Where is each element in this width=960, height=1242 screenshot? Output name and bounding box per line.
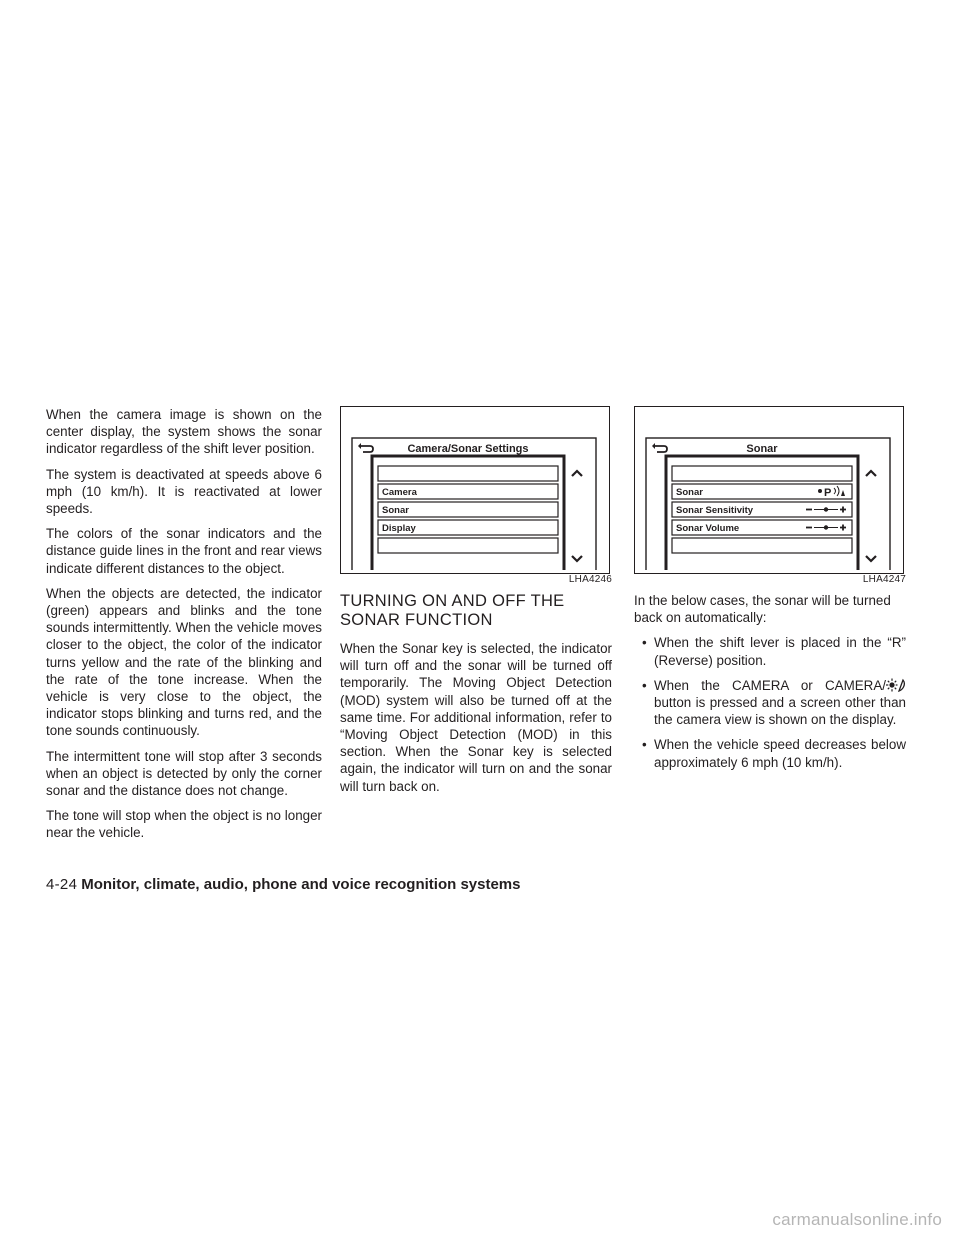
watermark: carmanualsonline.info [772,1210,942,1229]
list-item [634,736,906,770]
settings-screen [344,410,606,570]
screen-title: Camera/Sonar Settings [407,443,529,455]
sonar-screen [638,410,900,570]
list-item-text: When the CAMERA or CAMERA/ [654,677,886,693]
menu-row-empty [378,538,558,553]
list-item [634,677,906,729]
page-number: 4-24 [46,876,78,893]
list-item [634,634,906,668]
screen-graphic [344,410,606,570]
list-item-text: When the vehicle speed decreases below approximately 6 mph (10 km/h). [654,737,906,770]
section-title: Monitor, climate, audio, phone and voice recognition systems [81,876,521,893]
paragraph: In the below cases, the sonar will be turned back on automatically: [634,593,891,626]
menu-row-empty [672,466,852,481]
menu-item-sonar-volume-label: Sonar Volume [676,523,740,534]
bullet-marker: • [642,635,647,651]
bullet-list [634,634,906,770]
menu-item-sonar-sensitivity-label: Sonar Sensitivity [676,505,754,516]
paragraph: When the objects are detected, the indicator (green) appears and blinks and the tone sounds intermittently. When the vehicle moves closer to the object, the color of the indicator turns yellow and the rate of the blinking and the rate of the tone increase. When the vehicle is very close to the object, the indicator stops blinking and turns red, and the tone sounds continuously. [46,585,322,739]
bullet-marker: • [642,677,647,693]
paragraph: The tone will stop when the object is no longer near the vehicle. [46,808,322,841]
screen-title: Sonar [746,443,778,455]
menu-item-display-label: Display [382,523,416,534]
paragraph: The system is deactivated at speeds above 6 mph (10 km/h). It is reactivated at lower speeds. [46,466,322,517]
figure-label: LHA4246 [568,574,612,585]
menu-item-camera-label: Camera [382,487,417,498]
list-item-text: button is pressed and a screen other than the camera view is shown on the display. [654,695,906,728]
menu-item-sonar-label: Sonar [382,505,409,516]
menu-item-sonar-label: Sonar [676,487,703,498]
right-column [634,406,906,779]
paragraph: The intermittent tone will stop after 3 seconds when an object is detected by only the corner sonar and the distance does not change. [46,748,322,799]
menu-row-empty [378,466,558,481]
camera-brightness-icon [886,677,906,693]
page-footer [46,876,520,894]
menu-row-empty [672,538,852,553]
figure-label: LHA4247 [862,574,906,585]
left-column [46,406,322,850]
camera-sonar-settings-figure [340,406,610,574]
middle-column [340,406,612,795]
sonar-settings-figure [634,406,904,574]
list-item-text: When the shift lever is placed in the “R” (Reverse) position. [654,635,906,668]
svg-text:P: P [824,487,832,499]
paragraph: When the Sonar key is selected, the indicator will turn off and the sonar will be turned off temporarily. The Moving Object Detection (MOD) system will also be turned off at the same time. For additional information, refer to “Moving Object Detection (MOD) in this section. When the Sonar key is selected again, the indicator will turn on and the sonar will turn back on. [340,641,612,794]
section-heading: TURNING ON AND OFF THE SONAR FUNCTION [340,592,565,629]
paragraph: When the camera image is shown on the center display, the system shows the sonar indicator regardless of the shift lever position. [46,407,322,457]
screen-graphic [638,410,900,570]
paragraph: The colors of the sonar indicators and the distance guide lines in the front and rear views indicate different distances to the object. [46,526,322,576]
bullet-marker: • [642,737,647,753]
